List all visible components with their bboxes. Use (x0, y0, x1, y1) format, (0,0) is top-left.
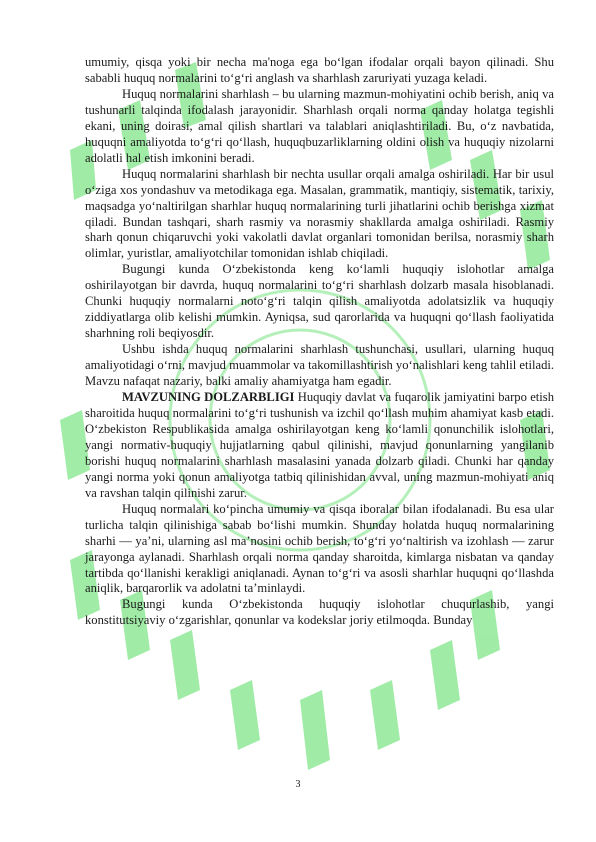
paragraph: Ushbu ishda huquq normalarini sharhlash tushunchasi, usullari, ularning huquq amaliyotidagi o‘rni, mavjud muammolar va takomillashtirish yo‘nalishlari keng tahlil etiladi. Mavzu nafaqat nazariy, balki amaliy ahamiyatga ham egadir. (85, 342, 555, 389)
paragraph: Huquq normalarini sharhlash – bu ularning mazmun-mohiyatini ochib berish, aniq va tushunarli talqinda ifodalash jarayonidir. Sharhlash orqali norma qanday holatga tegishli ekani, uning doirasi, amal qilish shartlari va talablari aniqlashtiriladi. Bu, o‘z navbatida, huquqni amaliyotda to‘g‘ri qo‘llash, huquqbuzarliklarning oldini olish va huquqiy nizolarni adolatli hal etish imkonini beradi. (85, 86, 554, 165)
paragraph: Huquq normalari ko‘pincha umumiy va qisqa iboralar bilan ifodalanadi. Bu esa ular turlicha talqin qilinishiga sabab bo‘lishi mumkin. Shunday holatda huquq normalarining sharhi — ya’ni, ularning asl ma’nosini ochib berish, to‘g‘ri yo‘naltirish va izohlash — zarur jarayonga aylanadi. Sharhlash orqali norma qanday sharoitda, kimlarga nisbatan va qanday tartibda qo‘llanishi kerakligi aniqlanadi. Aynan to‘g‘ri va asosli sharhlar huquqni qo‘llashda aniqlik, barqarorlik va adolatni ta’minlaydi. (85, 501, 554, 596)
watermark-mark-10 (430, 640, 460, 710)
section-heading: MAVZUNING DOLZARBLIGI (122, 390, 295, 405)
page-number: 3 (295, 779, 301, 790)
watermark-mark-7 (230, 680, 260, 750)
watermark-mark-6 (170, 630, 200, 700)
paragraph: Bugungi kunda O‘zbekistonda huquqiy islohotlar chuqurlashib, yangi konstitutsiyaviy o‘zgarishlar, qonunlar va kodekslar joriy etilmoqda. Bunday (85, 597, 554, 628)
paragraph: Huquq normalarini sharhlash bir nechta usullar orqali amalga oshiriladi. Har bir usul o‘ziga xos yondashuv va metodikaga ega. Masalan, grammatik, mantiqiy, sistematik, tarixiy, maqsadga yo‘naltirilgan sharhlar huquq normalarining turli jihatlarini ochib berishga xizmat qiladi. Bundan tashqari, sharh rasmiy va norasmiy shakllarda amalga oshiriladi. Rasmiy sharh qonun chiqaruvchi yoki vakolatli davlat organlari tomonidan berilsa, norasmiy sharh olimlar, yuristlar, amaliyotchilar tomonidan ishlab chiqiladi. (85, 166, 554, 261)
paragraph: umumiy, qisqa yoki bir necha ma'noga ega bo‘lgan ifodalar orqali bayon qilinadi. Shu sababli huquq normalarini to‘g‘ri anglash va sharhlash zaruriyati yuzaga keladi. (85, 55, 554, 85)
watermark-mark-9 (370, 680, 400, 750)
paragraph (85, 390, 554, 502)
paragraph: Bugungi kunda O‘zbekistonda keng ko‘lamli huquqiy islohotlar amalga oshirilayotgan bir davrda, huquq normalarini to‘g‘ri sharhlash dolzarb masala hisoblanadi. Chunki huquqiy normalarni noto‘g‘ri talqin qilish amaliyotda adolatsizlik va huquqiy ziddiyatlarga olib kelishi mumkin. Ayniqsa, sud qarorlarida va huquqni qo‘llash faoliyatida sharhning roli beqiyosdir. (85, 262, 554, 341)
paragraph-text: Huquqiy davlat va fuqarolik jamiyatini barpo etish sharoitida huquq normalarini to‘g‘ri tushunish va izchil qo‘llash muhim ahamiyat kasb etadi. O‘zbekiston Respublikasida amalga oshirilayotgan keng ko‘lamli qonunchilik islohotlari, yangi normativ-huquqiy hujjatlarning qabul qilinishi, mavjud qonunlarning yangilanib borishi huquq normalarini sharhlash masalasini yanada dolzarb qiladi. Chunki har qanday yangi norma yoki qonun amaliyotga tatbiq qilinishidan avval, uning mazmun-mohiyati aniq va ravshan talqin qilinishi zarur. (85, 390, 554, 500)
document-body (85, 55, 554, 629)
watermark-mark-8 (300, 690, 330, 770)
